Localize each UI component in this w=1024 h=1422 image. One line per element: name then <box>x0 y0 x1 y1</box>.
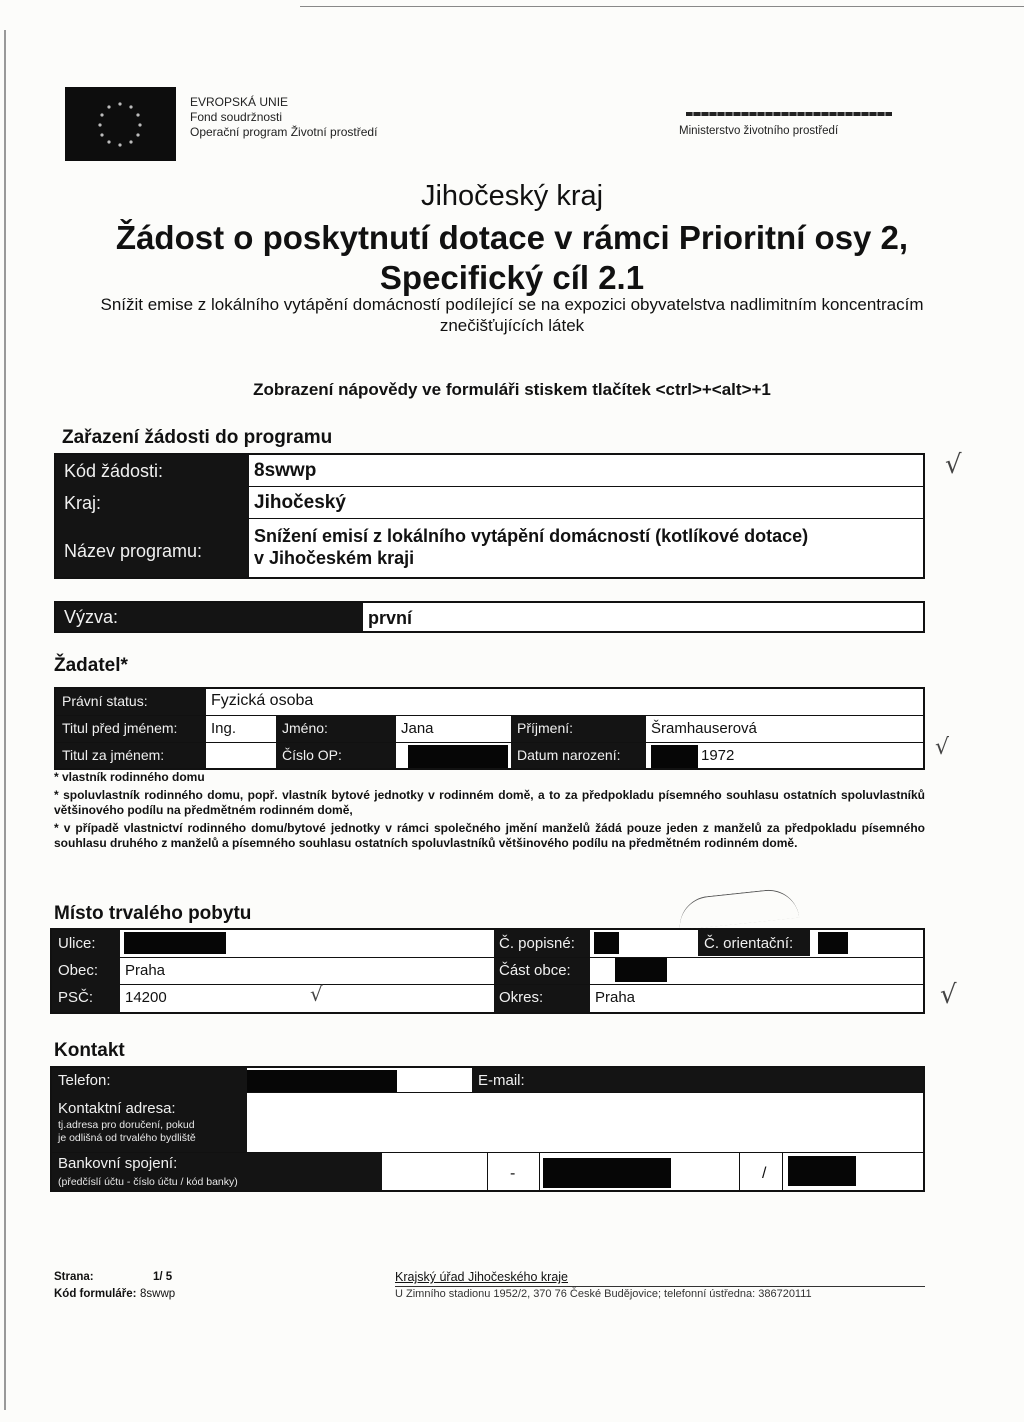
page-value: 1/ 5 <box>153 1271 173 1283</box>
call-value[interactable]: první <box>368 608 413 628</box>
orient-label: Č. orientační: <box>698 930 810 956</box>
residence-heading: Místo trvalého pobytu <box>54 903 252 924</box>
address-hint-2: je odlišná od trvalého bydliště <box>58 1132 196 1144</box>
program-name-line-1: Snížení emisí z lokálního vytápění domácností (kotlíkové dotace) <box>254 526 809 546</box>
zip-value[interactable]: 14200 <box>125 989 167 1006</box>
orient-no-redacted <box>818 932 848 954</box>
bank-hint: (předčíslí účtu - číslo účtu / kód banky) <box>58 1176 238 1188</box>
call-label: Výzva: <box>64 607 119 627</box>
applicant-table <box>54 687 925 770</box>
row-divider <box>120 957 923 958</box>
main-title-line-2: Specifický cíl 2.1 <box>379 259 645 296</box>
check-mark-icon: √ <box>310 982 323 1006</box>
cell-divider <box>739 1153 740 1190</box>
street-value-redacted <box>124 932 226 954</box>
street-label: Ulice: <box>58 935 96 952</box>
program-table <box>54 453 925 579</box>
form-code-label: Kód formuláře: <box>54 1288 137 1300</box>
contact-address-label: Kontaktní adresa: <box>58 1100 176 1117</box>
cell-divider <box>782 1153 783 1190</box>
city-part-redacted <box>615 958 667 982</box>
code-value[interactable]: 8swwp <box>254 460 317 481</box>
row-divider <box>249 486 923 487</box>
note-1: * vlastník rodinného domu <box>54 770 205 784</box>
title-before-label: Titul před jménem: <box>56 716 206 742</box>
contact-heading: Kontakt <box>54 1040 125 1061</box>
city-label: Obec: <box>58 962 99 979</box>
help-hint: Zobrazení nápovědy ve formuláři stiskem tlačítek <ctrl>+<alt>+1 <box>253 380 771 399</box>
region-value[interactable]: Jihočeský <box>254 492 346 513</box>
contact-table <box>50 1066 925 1192</box>
status-label: Právní status: <box>56 689 206 715</box>
surname-label: Příjmení: <box>511 716 646 742</box>
check-mark-icon: √ <box>940 980 957 1010</box>
district-label: Okres: <box>499 989 544 1006</box>
email-label: E-mail: <box>472 1068 923 1092</box>
address-hint-1: tj.adresa pro doručení, pokud <box>58 1119 195 1131</box>
check-mark-icon: √ <box>945 450 962 480</box>
city-part-label: Část obce: <box>499 962 571 979</box>
phone-label: Telefon: <box>58 1072 111 1089</box>
status-value[interactable]: Fyzická osoba <box>211 692 314 709</box>
code-label: Kód žádosti: <box>64 461 164 481</box>
title-after-label: Titul za jménem: <box>56 743 206 768</box>
zip-label: PSČ: <box>58 989 94 1006</box>
ministry-name: Ministerstvo životního prostředí <box>679 125 839 137</box>
office-address: U Zimního stadionu 1952/2, 370 76 České Budějovice; telefonní ústředna: 386720111 <box>395 1288 812 1300</box>
first-name-value[interactable]: Jana <box>401 720 434 737</box>
id-value-redacted <box>408 745 508 768</box>
house-no-label: Č. popisné: <box>499 935 575 952</box>
subtitle: Snížit emise z lokálního vytápění domácností podílející se na expozici obyvatelstva nadlimitním koncentracím znečišťujících látek <box>100 295 924 335</box>
eu-header-text <box>190 95 377 140</box>
page-label: Strana: <box>54 1271 94 1283</box>
eu-line-1: EVROPSKÁ UNIE <box>190 95 289 109</box>
title-before-value[interactable]: Ing. <box>211 720 237 737</box>
program-name-label: Název programu: <box>64 541 203 561</box>
cell-divider <box>487 1153 488 1190</box>
city-value[interactable]: Praha <box>125 962 166 979</box>
bank-label: Bankovní spojení: <box>58 1155 178 1172</box>
bank-code-redacted <box>788 1156 856 1186</box>
region-label: Kraj: <box>64 493 102 513</box>
phone-redacted <box>247 1070 397 1092</box>
house-no-redacted <box>594 932 619 954</box>
birth-day-redacted <box>651 745 698 768</box>
program-name-line-2: v Jihočeském kraji <box>254 548 415 568</box>
eu-line-2: Fond soudržnosti <box>190 110 283 124</box>
main-title <box>0 218 1024 298</box>
birth-label: Datum narození: <box>511 743 646 768</box>
program-name-value[interactable] <box>254 525 808 569</box>
bank-dash: - <box>510 1165 516 1182</box>
main-title-line-1: Žádost o poskytnutí dotace v rámci Prioritní osy 2, <box>115 219 909 256</box>
row-divider <box>249 518 923 519</box>
first-name-label: Jméno: <box>276 716 396 742</box>
footer-rule <box>395 1286 925 1287</box>
birth-year-value[interactable]: 1972 <box>701 747 735 764</box>
applicant-notes <box>54 770 925 851</box>
surname-value[interactable]: Šramhauserová <box>651 720 757 737</box>
note-3: * v případě vlastnictví rodinného domu/bytové jednotky v rámci společného jmění manželů žádá pouze jeden z manželů za předpokladu písemného souhlasu druhého z manželů a písemného souhlasu ostatních spoluvlastníků většinového podílu na předmětném rodinném domě. <box>54 821 925 850</box>
form-code-value: 8swwp <box>140 1288 176 1300</box>
id-label: Číslo OP: <box>276 743 396 768</box>
district-value[interactable]: Praha <box>595 989 636 1006</box>
ministry-logo-bar <box>686 112 892 116</box>
applicant-heading: Žadatel* <box>54 655 128 676</box>
check-mark-icon: √ <box>935 735 950 760</box>
page-top-rule <box>300 6 1024 7</box>
contact-address-hint <box>58 1119 196 1145</box>
row-divider <box>120 984 923 985</box>
note-2: * spoluvlastník rodinného domu, popř. vlastník bytové jednotky v rodinném domě, a to za předpokladu písemného souhlasu ostatních spoluvlastníků většinového podílu na předmětném rodinném domě, <box>54 788 925 817</box>
region-title: Jihočeský kraj <box>420 180 604 212</box>
program-heading: Zařazení žádosti do programu <box>62 427 333 448</box>
handwritten-stroke <box>677 887 800 930</box>
office-name: Krajský úřad Jihočeského kraje <box>395 1270 568 1284</box>
call-row <box>54 601 925 633</box>
row-divider <box>247 1092 923 1093</box>
eu-flag-logo <box>65 87 176 161</box>
residence-table <box>50 928 925 1014</box>
cell-divider <box>539 1153 540 1190</box>
bank-account-redacted <box>543 1158 671 1188</box>
eu-line-3: Operační program Životní prostředí <box>190 125 378 139</box>
bank-slash: / <box>762 1165 767 1182</box>
